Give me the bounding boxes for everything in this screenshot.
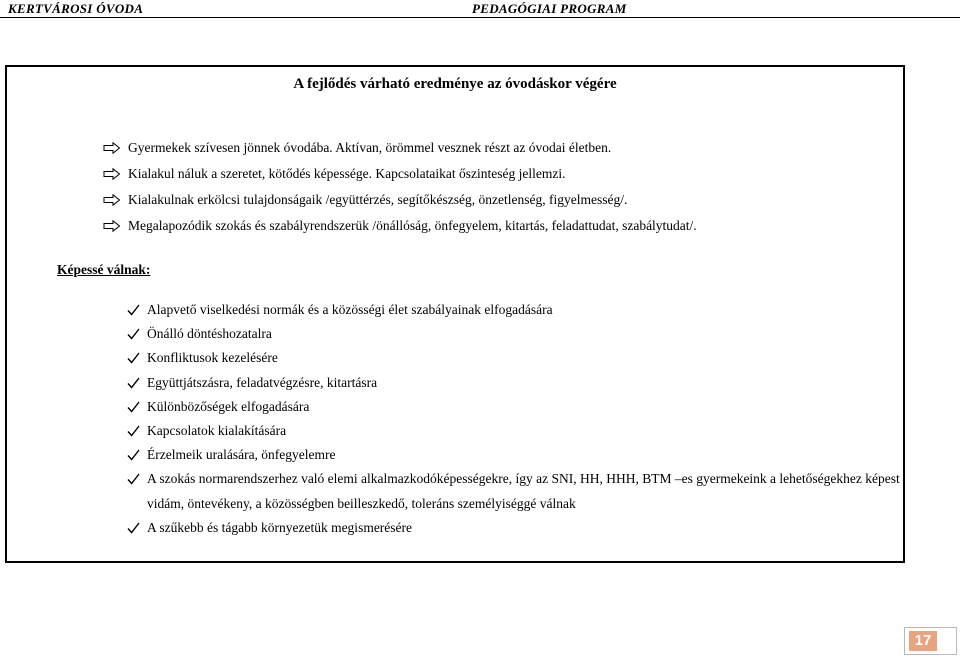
header-document-title: PEDAGÓGIAI PROGRAM xyxy=(472,1,627,16)
list-item-text: Együttjátszásra, feladatvégzésre, kitartásra xyxy=(147,374,378,390)
list-item xyxy=(127,322,907,346)
list-item xyxy=(127,371,907,395)
page-number-badge xyxy=(904,627,957,655)
list-item-text: Különbözőségek elfogadására xyxy=(147,398,310,414)
list-item-text: Kialakul náluk a szeretet, kötődés képessége. Kapcsolataikat őszinteség jellemzi. xyxy=(128,166,566,181)
list-item xyxy=(127,346,907,370)
subheading: Képessé válnak: xyxy=(57,262,151,277)
content-box xyxy=(5,65,905,563)
abilities-list xyxy=(127,298,907,540)
checkmark-icon xyxy=(127,346,147,370)
checkmark-icon xyxy=(127,516,147,540)
outline-arrow-right-icon xyxy=(103,166,128,180)
list-item xyxy=(127,443,907,467)
list-item-text: Megalapozódik szokás és szabályrendszerük /önállóság, önfegyelem, kitartás, feladattudat, szabálytudat/. xyxy=(128,218,697,233)
outline-arrow-right-icon xyxy=(103,218,128,232)
list-item xyxy=(103,218,697,244)
header-rule xyxy=(0,17,960,18)
page-number: 17 xyxy=(909,631,937,651)
list-item-text: Kapcsolatok kialakítására xyxy=(147,423,287,439)
list-item-text: Kialakulnak erkölcsi tulajdonságaik /együttérzés, segítőkészség, önzetlenség, figyelmesség/. xyxy=(128,192,628,207)
page-header xyxy=(0,0,960,16)
list-item xyxy=(127,467,907,515)
section-title: A fejlődés várható eredménye az óvodáskor végére xyxy=(293,76,617,92)
checkmark-icon xyxy=(127,371,147,395)
outline-arrow-right-icon xyxy=(103,140,128,154)
list-item-text: Alapvető viselkedési normák és a közösségi élet szabályainak elfogadására xyxy=(147,302,553,317)
checkmark-icon xyxy=(127,298,147,322)
checkmark-icon xyxy=(127,395,147,419)
list-item xyxy=(103,192,697,218)
list-item-text: Gyermekek szívesen jönnek óvodába. Aktívan, örömmel vesznek részt az óvodai életben. xyxy=(128,140,612,155)
list-item xyxy=(127,298,907,322)
list-item xyxy=(103,140,697,166)
list-item-text: A szokás normarendszerhez való elemi alkalmazkodóképességekre, így az SNI, HH, HHH, BTM –es gyermekeink a lehetőségekhez képest vidám, öntevékeny, a közösségben beilleszkedő, toleráns személyiséggé válnak xyxy=(147,471,900,511)
list-item xyxy=(127,516,907,540)
outcome-list xyxy=(103,140,697,244)
list-item-text: Önálló döntéshozatalra xyxy=(147,326,272,342)
header-school-name: KERTVÁROSI ÓVODA xyxy=(8,1,144,16)
list-item xyxy=(127,419,907,443)
list-item-text: Érzelmeik uralására, önfegyelemre xyxy=(147,447,336,463)
checkmark-icon xyxy=(127,322,147,346)
checkmark-icon xyxy=(127,467,147,515)
outline-arrow-right-icon xyxy=(103,192,128,206)
list-item-text: A szűkebb és tágabb környezetük megismerésére xyxy=(147,519,413,535)
list-item xyxy=(127,395,907,419)
checkmark-icon xyxy=(127,419,147,443)
list-item xyxy=(103,166,697,192)
checkmark-icon xyxy=(127,443,147,467)
list-item-text: Konfliktusok kezelésére xyxy=(147,350,278,366)
